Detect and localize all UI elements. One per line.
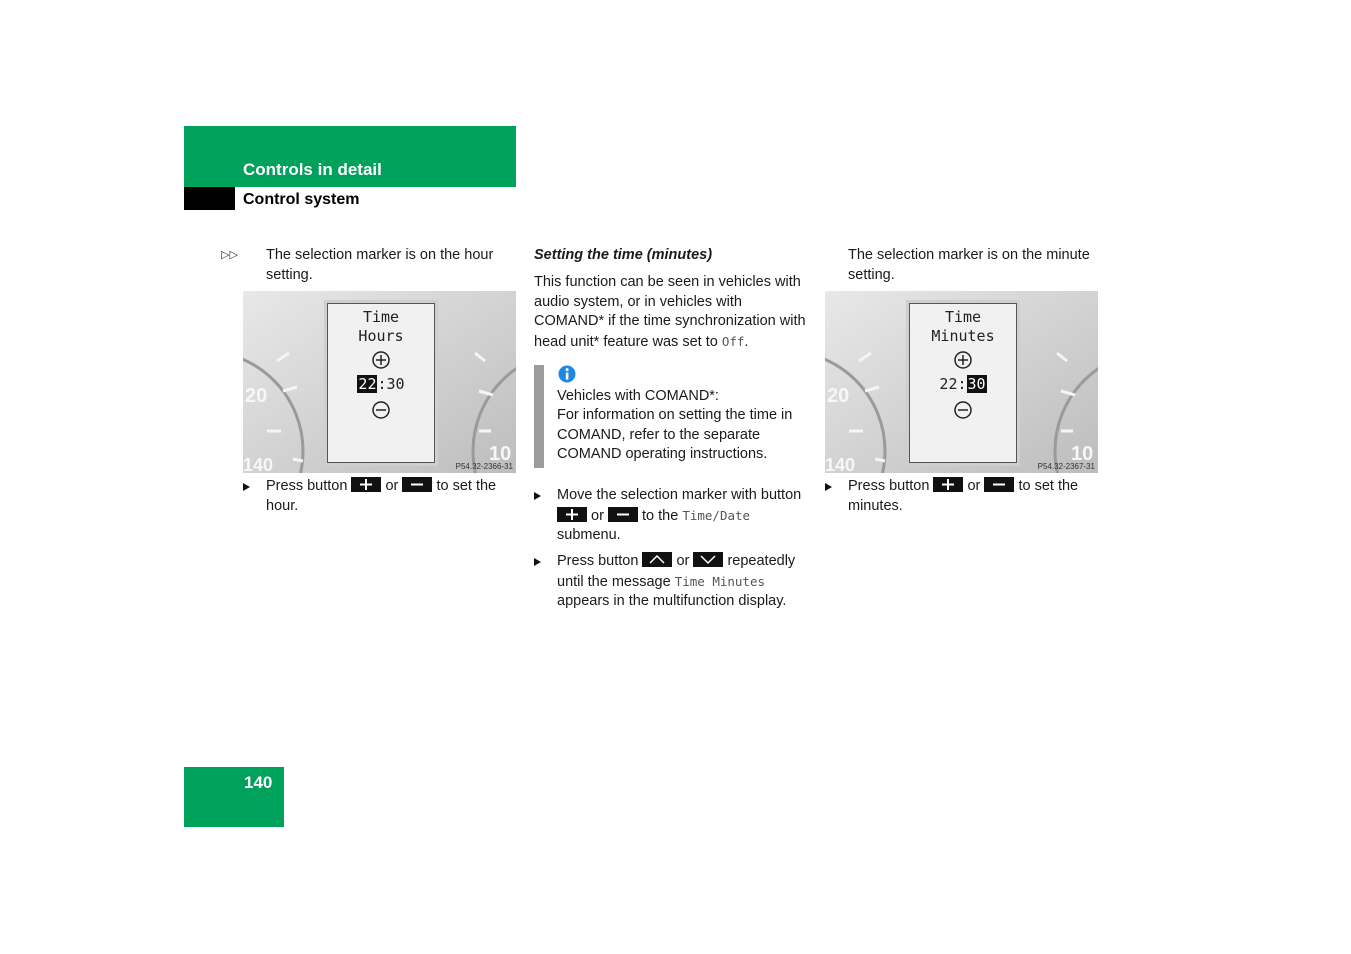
- minus-button-icon: [984, 477, 1014, 492]
- middle-heading: Setting the time (minutes): [534, 247, 713, 263]
- bullet-arrow-icon: [534, 558, 541, 566]
- right-intro: The selection marker is on the minute setting.: [848, 247, 1090, 283]
- up-button-icon: [642, 552, 672, 567]
- paragraph-end: .: [744, 333, 749, 350]
- continue-marker: ▷▷: [221, 249, 238, 261]
- info-text: For information on setting the time in COMAND, refer to the separate COMAND operating instructions.: [557, 407, 793, 462]
- plus-circle-icon: [371, 350, 391, 370]
- step1-mid: to the: [642, 507, 679, 524]
- multifunction-display: [909, 303, 1017, 463]
- display-time: [910, 375, 1016, 393]
- left-intro: The selection marker is on the hour setting.: [266, 247, 494, 283]
- header-tab: [184, 187, 235, 210]
- plus-button-icon: [557, 507, 587, 522]
- display-title: Time: [362, 308, 400, 326]
- step1-or: or: [591, 507, 604, 524]
- section-title: Controls in detail: [243, 160, 382, 179]
- paragraph-text: This function can be seen in vehicles with audio system, or in vehicles with COMAND* if the time synchronization with head unit* feature was set to: [534, 274, 806, 350]
- minus-circle-icon: [371, 400, 391, 420]
- figure-code: P54.32-2366-31: [455, 462, 513, 471]
- display-figure-hours: [243, 291, 516, 473]
- middle-paragraph: [534, 273, 809, 352]
- step2-post: appears in the multifunction display.: [557, 593, 787, 609]
- display-time: [328, 375, 434, 393]
- step2-mid: repeatedly until the message: [557, 553, 796, 590]
- time-minutes-message: Time Minutes: [674, 573, 765, 589]
- gauge-label-10: 10: [1071, 443, 1094, 465]
- minute-value: 30: [386, 375, 405, 393]
- step2-pre: Press button: [557, 553, 639, 569]
- plus-button-icon: [351, 477, 381, 492]
- off-value: Off: [721, 333, 745, 349]
- step1-post: submenu.: [557, 527, 621, 543]
- hour-value-selected: 22: [358, 375, 377, 393]
- display-figure-minutes: [825, 291, 1098, 473]
- figure-code: P54.32-2367-31: [1037, 462, 1095, 471]
- display-subtitle: Hours: [358, 327, 404, 345]
- time-colon: :: [957, 375, 967, 393]
- plus-circle-icon: [953, 350, 973, 370]
- down-button-icon: [693, 552, 723, 567]
- step-text-or: or: [967, 478, 981, 494]
- display-title: Time: [944, 308, 982, 326]
- step2-or: or: [676, 553, 690, 569]
- time-colon: :: [377, 375, 387, 393]
- plus-button-icon: [933, 477, 963, 492]
- step-text-or: or: [385, 478, 399, 494]
- info-icon: [558, 365, 576, 383]
- step-text-post: to set the minutes.: [848, 478, 1079, 514]
- step-text-pre: Press button: [266, 478, 348, 494]
- gauge-label-20: 20: [245, 385, 268, 407]
- minus-button-icon: [402, 477, 432, 492]
- bullet-arrow-icon: [243, 483, 250, 491]
- multifunction-display: [327, 303, 435, 463]
- page-number: 140: [244, 773, 273, 792]
- hour-value: 22: [939, 375, 958, 393]
- info-title: Vehicles with COMAND*:: [557, 388, 719, 404]
- bullet-arrow-icon: [534, 492, 541, 500]
- minus-button-icon: [608, 507, 638, 522]
- minute-value-selected: 30: [967, 375, 986, 393]
- step-text-pre: Press button: [848, 478, 930, 494]
- time-date-menu: Time/Date: [682, 507, 751, 523]
- subsection-title: Control system: [243, 191, 360, 208]
- gauge-label-10: 10: [489, 443, 512, 465]
- info-sidebar: [534, 365, 544, 468]
- gauge-label-20: 20: [827, 385, 850, 407]
- gauge-label-140: 140: [243, 455, 274, 473]
- bullet-arrow-icon: [825, 483, 832, 491]
- display-subtitle: Minutes: [931, 327, 995, 345]
- step1-pre: Move the selection marker with button: [557, 487, 802, 503]
- gauge-label-140: 140: [825, 455, 856, 473]
- step-text-post: to set the hour.: [266, 478, 497, 514]
- minus-circle-icon: [953, 400, 973, 420]
